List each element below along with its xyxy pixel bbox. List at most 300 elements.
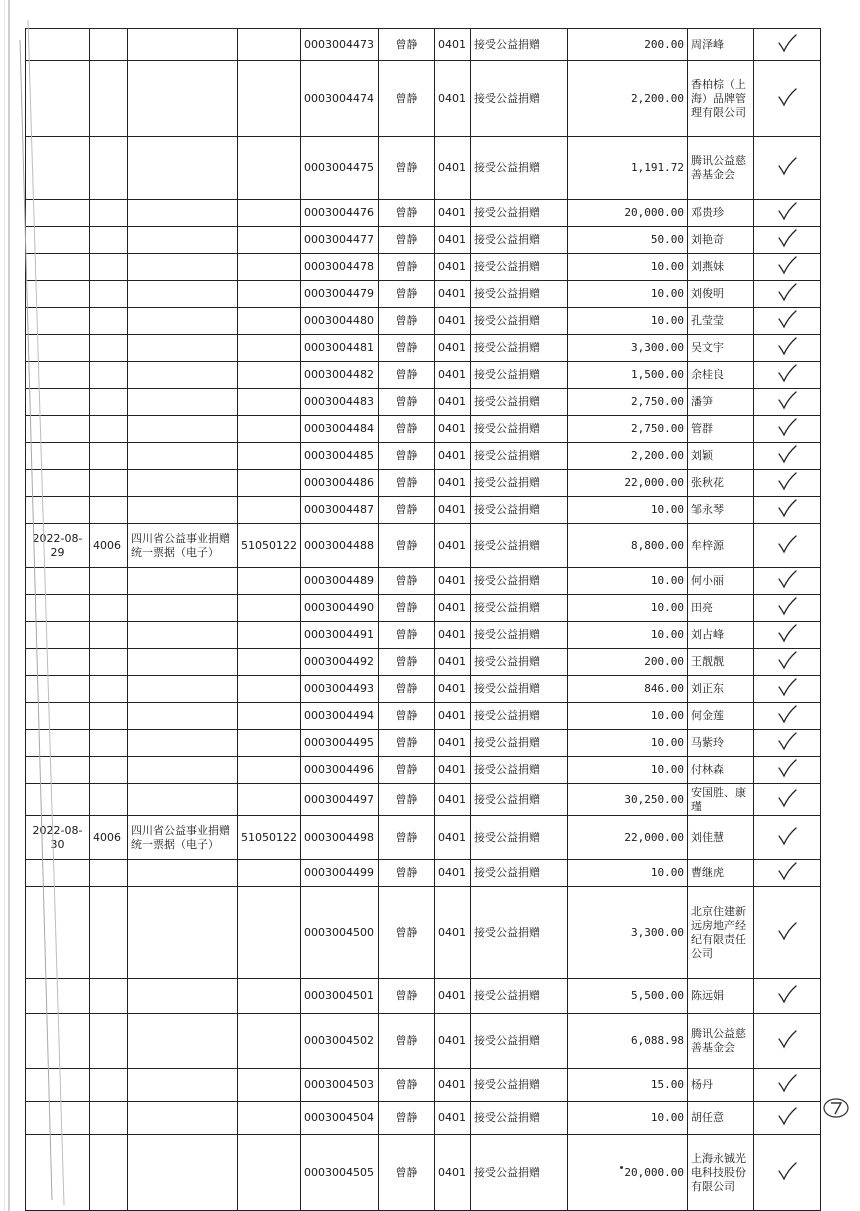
receipt-type-cell: 四川省公益事业捐赠统一票据（电子） [128, 524, 238, 568]
table-row [26, 860, 821, 887]
voucher-cell [90, 281, 128, 308]
check-cell [754, 470, 821, 497]
check-cell [754, 389, 821, 416]
date-cell [26, 308, 90, 335]
checkmark-icon [776, 227, 798, 249]
table-row [26, 308, 821, 335]
table-row [26, 649, 821, 676]
date-cell [26, 860, 90, 887]
clerk-cell: 曾静 [379, 1102, 435, 1135]
receipt-type-cell [128, 730, 238, 757]
summary-cell: 接受公益捐赠 [471, 308, 568, 335]
voucher-cell [90, 470, 128, 497]
donor-name-cell: 刘俊明 [688, 281, 754, 308]
amount-cell: 10.00 [568, 757, 688, 784]
donor-name-cell: 何小丽 [688, 568, 754, 595]
table-row [26, 1069, 821, 1102]
checkmark-icon [776, 443, 798, 465]
date-cell [26, 335, 90, 362]
receipt-type-cell [128, 281, 238, 308]
receipt-number-cell: 0003004483 [301, 389, 379, 416]
clerk-cell: 曾静 [379, 29, 435, 61]
account-code-cell: 0401 [435, 227, 471, 254]
amount-cell: 8,800.00 [568, 524, 688, 568]
check-cell [754, 137, 821, 200]
receipt-type-cell [128, 1069, 238, 1102]
receipt-type-cell [128, 649, 238, 676]
clerk-cell: 曾静 [379, 200, 435, 227]
receipt-type-cell [128, 784, 238, 816]
receipt-type-cell [128, 254, 238, 281]
receipt-code-cell [238, 622, 301, 649]
checkmark-icon [776, 1160, 798, 1182]
clerk-cell: 曾静 [379, 649, 435, 676]
voucher-cell [90, 649, 128, 676]
date-cell [26, 227, 90, 254]
receipt-code-cell [238, 308, 301, 335]
check-cell [754, 61, 821, 137]
check-cell [754, 568, 821, 595]
receipt-number-cell: 0003004498 [301, 816, 379, 860]
check-cell [754, 703, 821, 730]
clerk-cell: 曾静 [379, 860, 435, 887]
table-row [26, 568, 821, 595]
receipt-number-cell: 0003004477 [301, 227, 379, 254]
date-cell [26, 568, 90, 595]
voucher-cell [90, 730, 128, 757]
summary-cell: 接受公益捐赠 [471, 137, 568, 200]
date-cell [26, 595, 90, 622]
amount-cell: 10.00 [568, 703, 688, 730]
receipt-number-cell: 0003004474 [301, 61, 379, 137]
voucher-cell [90, 1014, 128, 1069]
voucher-cell [90, 29, 128, 61]
amount-cell: 3,300.00 [568, 335, 688, 362]
receipt-code-cell [238, 281, 301, 308]
donor-name-cell: 北京住建新远房地产经纪有限责任公司 [688, 887, 754, 979]
table-row [26, 703, 821, 730]
check-cell [754, 29, 821, 61]
receipt-code-cell [238, 730, 301, 757]
receipt-type-cell [128, 979, 238, 1014]
receipt-code-cell [238, 61, 301, 137]
summary-cell: 接受公益捐赠 [471, 887, 568, 979]
date-cell [26, 61, 90, 137]
summary-cell: 接受公益捐赠 [471, 649, 568, 676]
date-cell [26, 1069, 90, 1102]
summary-cell: 接受公益捐赠 [471, 1069, 568, 1102]
receipt-number-cell: 0003004492 [301, 649, 379, 676]
checkmark-icon [776, 676, 798, 698]
account-code-cell: 0401 [435, 254, 471, 281]
checkmark-icon [776, 860, 798, 882]
receipt-number-cell: 0003004497 [301, 784, 379, 816]
date-cell [26, 676, 90, 703]
check-cell [754, 254, 821, 281]
summary-cell: 接受公益捐赠 [471, 443, 568, 470]
donor-name-cell: 马紫玲 [688, 730, 754, 757]
clerk-cell: 曾静 [379, 524, 435, 568]
receipt-type-cell: 四川省公益事业捐赠统一票据（电子） [128, 816, 238, 860]
receipt-code-cell [238, 137, 301, 200]
donor-name-cell: 陈远娟 [688, 979, 754, 1014]
check-cell [754, 860, 821, 887]
receipt-code-cell [238, 1102, 301, 1135]
check-cell [754, 416, 821, 443]
receipt-code-cell [238, 568, 301, 595]
clerk-cell: 曾静 [379, 757, 435, 784]
account-code-cell: 0401 [435, 61, 471, 137]
receipt-number-cell: 0003004485 [301, 443, 379, 470]
check-cell [754, 1069, 821, 1102]
check-cell [754, 443, 821, 470]
checkmark-icon [776, 335, 798, 357]
receipt-number-cell: 0003004480 [301, 308, 379, 335]
check-cell [754, 730, 821, 757]
table-row [26, 622, 821, 649]
receipt-number-cell: 0003004500 [301, 887, 379, 979]
receipt-type-cell [128, 389, 238, 416]
donor-name-cell: 刘燕妹 [688, 254, 754, 281]
voucher-cell [90, 443, 128, 470]
clerk-cell: 曾静 [379, 887, 435, 979]
amount-cell: 10.00 [568, 1102, 688, 1135]
summary-cell: 接受公益捐赠 [471, 1102, 568, 1135]
donor-name-cell: 余桂良 [688, 362, 754, 389]
account-code-cell: 0401 [435, 649, 471, 676]
account-code-cell: 0401 [435, 595, 471, 622]
receipt-type-cell [128, 497, 238, 524]
date-cell [26, 622, 90, 649]
account-code-cell: 0401 [435, 784, 471, 816]
checkmark-icon [776, 362, 798, 384]
checkmark-icon [776, 622, 798, 644]
account-code-cell: 0401 [435, 1102, 471, 1135]
receipt-code-cell [238, 254, 301, 281]
donor-name-cell: 刘艳奇 [688, 227, 754, 254]
receipt-type-cell [128, 887, 238, 979]
date-cell [26, 1014, 90, 1069]
voucher-cell [90, 568, 128, 595]
date-cell [26, 137, 90, 200]
voucher-cell [90, 979, 128, 1014]
summary-cell: 接受公益捐赠 [471, 389, 568, 416]
donor-name-cell: 安国胜、康瑾 [688, 784, 754, 816]
amount-cell: 3,300.00 [568, 887, 688, 979]
summary-cell: 接受公益捐赠 [471, 524, 568, 568]
voucher-cell [90, 497, 128, 524]
amount-cell: 846.00 [568, 676, 688, 703]
date-cell [26, 730, 90, 757]
receipt-number-cell: 0003004473 [301, 29, 379, 61]
clerk-cell: 曾静 [379, 308, 435, 335]
receipt-number-cell: 0003004494 [301, 703, 379, 730]
voucher-cell [90, 887, 128, 979]
summary-cell: 接受公益捐赠 [471, 497, 568, 524]
receipt-number-cell: 0003004486 [301, 470, 379, 497]
account-code-cell: 0401 [435, 389, 471, 416]
account-code-cell: 0401 [435, 200, 471, 227]
amount-cell: 10.00 [568, 730, 688, 757]
check-cell [754, 595, 821, 622]
donor-name-cell: 胡任意 [688, 1102, 754, 1135]
receipt-number-cell: 0003004484 [301, 416, 379, 443]
check-cell [754, 497, 821, 524]
date-cell [26, 757, 90, 784]
receipt-type-cell [128, 1014, 238, 1069]
summary-cell: 接受公益捐赠 [471, 61, 568, 137]
account-code-cell: 0401 [435, 470, 471, 497]
donor-name-cell: 付林森 [688, 757, 754, 784]
table-row [26, 29, 821, 61]
clerk-cell: 曾静 [379, 416, 435, 443]
receipt-number-cell: 0003004489 [301, 568, 379, 595]
checkmark-icon [776, 533, 798, 555]
checkmark-icon [776, 155, 798, 177]
date-cell [26, 281, 90, 308]
donor-name-cell: 刘占峰 [688, 622, 754, 649]
summary-cell: 接受公益捐赠 [471, 676, 568, 703]
voucher-cell [90, 389, 128, 416]
donor-name-cell: 潘笋 [688, 389, 754, 416]
date-cell [26, 703, 90, 730]
amount-cell: 1,191.72 [568, 137, 688, 200]
summary-cell: 接受公益捐赠 [471, 757, 568, 784]
check-cell [754, 757, 821, 784]
checkmark-icon [776, 1105, 798, 1127]
clerk-cell: 曾静 [379, 497, 435, 524]
check-cell [754, 816, 821, 860]
clerk-cell: 曾静 [379, 389, 435, 416]
account-code-cell: 0401 [435, 443, 471, 470]
receipt-code-cell [238, 757, 301, 784]
check-cell [754, 281, 821, 308]
account-code-cell: 0401 [435, 568, 471, 595]
table-row [26, 443, 821, 470]
table-row [26, 200, 821, 227]
receipt-number-cell: 0003004503 [301, 1069, 379, 1102]
checkmark-icon [776, 787, 798, 809]
receipt-number-cell: 0003004505 [301, 1135, 379, 1211]
summary-cell: 接受公益捐赠 [471, 1135, 568, 1211]
clerk-cell: 曾静 [379, 676, 435, 703]
amount-cell: 20,000.00 [568, 1135, 688, 1211]
receipt-type-cell [128, 676, 238, 703]
amount-cell: 22,000.00 [568, 470, 688, 497]
table-row [26, 497, 821, 524]
receipt-code-cell [238, 389, 301, 416]
receipt-number-cell: 0003004482 [301, 362, 379, 389]
voucher-cell [90, 362, 128, 389]
clerk-cell: 曾静 [379, 362, 435, 389]
table-row [26, 470, 821, 497]
receipt-code-cell [238, 860, 301, 887]
clerk-cell: 曾静 [379, 622, 435, 649]
receipt-code-cell [238, 649, 301, 676]
account-code-cell: 0401 [435, 1135, 471, 1211]
receipt-number-cell: 0003004487 [301, 497, 379, 524]
amount-cell: 10.00 [568, 308, 688, 335]
account-code-cell: 0401 [435, 1069, 471, 1102]
scan-edge-line [8, 0, 10, 1211]
summary-cell: 接受公益捐赠 [471, 254, 568, 281]
account-code-cell: 0401 [435, 308, 471, 335]
receipt-type-cell [128, 416, 238, 443]
donor-name-cell: 何金莲 [688, 703, 754, 730]
check-cell [754, 887, 821, 979]
voucher-cell [90, 61, 128, 137]
clerk-cell: 曾静 [379, 281, 435, 308]
clerk-cell: 曾静 [379, 568, 435, 595]
receipt-code-cell [238, 470, 301, 497]
checkmark-icon [776, 825, 798, 847]
clerk-cell: 曾静 [379, 227, 435, 254]
account-code-cell: 0401 [435, 416, 471, 443]
receipt-code-cell [238, 1014, 301, 1069]
amount-cell: 10.00 [568, 254, 688, 281]
account-code-cell: 0401 [435, 524, 471, 568]
date-cell [26, 389, 90, 416]
voucher-cell [90, 227, 128, 254]
checkmark-icon [776, 389, 798, 411]
checkmark-icon [776, 649, 798, 671]
receipt-type-cell [128, 61, 238, 137]
receipt-number-cell: 0003004476 [301, 200, 379, 227]
account-code-cell: 0401 [435, 622, 471, 649]
table-row [26, 389, 821, 416]
check-cell [754, 979, 821, 1014]
checkmark-icon [776, 86, 798, 108]
clerk-cell: 曾静 [379, 61, 435, 137]
voucher-cell [90, 1069, 128, 1102]
account-code-cell: 0401 [435, 281, 471, 308]
check-cell [754, 676, 821, 703]
receipt-number-cell: 0003004493 [301, 676, 379, 703]
summary-cell: 接受公益捐赠 [471, 362, 568, 389]
date-cell: 2022-08-30 [26, 816, 90, 860]
amount-cell: 50.00 [568, 227, 688, 254]
checkmark-icon [776, 595, 798, 617]
date-cell [26, 784, 90, 816]
date-cell [26, 254, 90, 281]
checkmark-icon [776, 200, 798, 222]
amount-cell: 200.00 [568, 29, 688, 61]
date-cell [26, 29, 90, 61]
voucher-cell [90, 1135, 128, 1211]
account-code-cell: 0401 [435, 29, 471, 61]
amount-cell: 10.00 [568, 281, 688, 308]
account-code-cell: 0401 [435, 362, 471, 389]
voucher-cell [90, 676, 128, 703]
checkmark-icon [776, 281, 798, 303]
receipt-type-cell [128, 362, 238, 389]
table-row [26, 362, 821, 389]
table-row [26, 1135, 821, 1211]
voucher-cell [90, 622, 128, 649]
summary-cell: 接受公益捐赠 [471, 1014, 568, 1069]
ledger-body [26, 29, 821, 1211]
summary-cell: 接受公益捐赠 [471, 416, 568, 443]
summary-cell: 接受公益捐赠 [471, 335, 568, 362]
clerk-cell: 曾静 [379, 470, 435, 497]
summary-cell: 接受公益捐赠 [471, 703, 568, 730]
check-cell [754, 1102, 821, 1135]
receipt-code-cell: 51050122 [238, 816, 301, 860]
receipt-code-cell [238, 416, 301, 443]
donor-name-cell: 田亮 [688, 595, 754, 622]
check-cell [754, 362, 821, 389]
voucher-cell [90, 416, 128, 443]
donor-name-cell: 刘佳慧 [688, 816, 754, 860]
table-row [26, 335, 821, 362]
account-code-cell: 0401 [435, 887, 471, 979]
check-cell [754, 1135, 821, 1211]
receipt-type-cell [128, 568, 238, 595]
receipt-number-cell: 0003004502 [301, 1014, 379, 1069]
receipt-type-cell [128, 622, 238, 649]
checkmark-icon [776, 416, 798, 438]
date-cell [26, 200, 90, 227]
table-row [26, 979, 821, 1014]
check-cell [754, 622, 821, 649]
receipt-code-cell [238, 362, 301, 389]
receipt-code-cell [238, 443, 301, 470]
donor-name-cell: 杨丹 [688, 1069, 754, 1102]
donor-name-cell: 邓贵珍 [688, 200, 754, 227]
amount-cell: 5,500.00 [568, 979, 688, 1014]
summary-cell: 接受公益捐赠 [471, 568, 568, 595]
date-cell [26, 497, 90, 524]
account-code-cell: 0401 [435, 335, 471, 362]
receipt-type-cell [128, 335, 238, 362]
account-code-cell: 0401 [435, 860, 471, 887]
checkmark-icon [776, 920, 798, 942]
checkmark-icon [776, 1072, 798, 1094]
donor-name-cell: 刘正东 [688, 676, 754, 703]
receipt-code-cell [238, 200, 301, 227]
summary-cell: 接受公益捐赠 [471, 595, 568, 622]
summary-cell: 接受公益捐赠 [471, 860, 568, 887]
amount-cell: 200.00 [568, 649, 688, 676]
table-row [26, 730, 821, 757]
voucher-cell: 4006 [90, 816, 128, 860]
clerk-cell: 曾静 [379, 443, 435, 470]
receipt-type-cell [128, 200, 238, 227]
receipt-number-cell: 0003004490 [301, 595, 379, 622]
table-row [26, 784, 821, 816]
summary-cell: 接受公益捐赠 [471, 979, 568, 1014]
summary-cell: 接受公益捐赠 [471, 784, 568, 816]
amount-cell: 6,088.98 [568, 1014, 688, 1069]
receipt-type-cell [128, 29, 238, 61]
voucher-cell [90, 308, 128, 335]
summary-cell: 接受公益捐赠 [471, 816, 568, 860]
table-row [26, 254, 821, 281]
receipt-code-cell [238, 227, 301, 254]
summary-cell: 接受公益捐赠 [471, 29, 568, 61]
table-row [26, 281, 821, 308]
date-cell [26, 1102, 90, 1135]
amount-cell: 2,750.00 [568, 416, 688, 443]
clerk-cell: 曾静 [379, 1014, 435, 1069]
table-row [26, 887, 821, 979]
donor-name-cell: 曹继虎 [688, 860, 754, 887]
donor-name-cell: 管群 [688, 416, 754, 443]
date-cell [26, 649, 90, 676]
table-row [26, 137, 821, 200]
summary-cell: 接受公益捐赠 [471, 622, 568, 649]
donor-name-cell: 上海永铖光电科技股份有限公司 [688, 1135, 754, 1211]
